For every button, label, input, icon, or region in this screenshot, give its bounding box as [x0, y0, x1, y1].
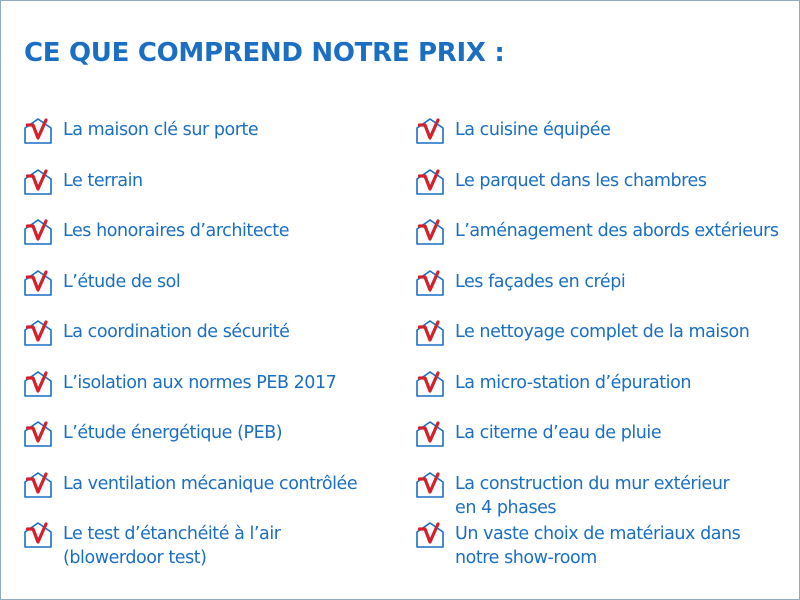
list-item: [23, 320, 393, 371]
list-item-label: La micro-station d’épuration: [455, 372, 691, 393]
house-check-icon: [415, 319, 445, 347]
list-item-label: L’aménagement des abords extérieurs: [455, 221, 779, 241]
house-check-icon: [415, 370, 445, 398]
house-check-icon: [415, 471, 445, 499]
list-item-label: Un vaste choix de matériaux dans notre show-room: [455, 524, 741, 568]
house-check-icon: [23, 218, 53, 246]
list-item: [23, 472, 393, 523]
list-item-label: Le parquet dans les chambres: [455, 170, 707, 191]
list-item: [415, 169, 795, 220]
list-item-label: La citerne d’eau de pluie: [455, 423, 662, 443]
list-item-label: Le terrain: [63, 170, 143, 191]
house-check-icon: [23, 471, 53, 499]
house-check-icon: [415, 168, 445, 196]
house-check-icon: [23, 269, 53, 297]
list-item-label: L’isolation aux normes PEB 2017: [63, 372, 337, 393]
house-check-icon: [23, 420, 53, 448]
list-item-label: La construction du mur extérieur en 4 phases: [455, 473, 730, 518]
list-item-label: La cuisine équipée: [455, 120, 611, 140]
list-item-label: Le nettoyage complet de la maison: [455, 322, 750, 342]
house-check-icon: [415, 521, 445, 549]
list-item: [415, 421, 795, 472]
list-item-label: La maison clé sur porte: [63, 120, 259, 140]
house-check-icon: [415, 117, 445, 145]
house-check-icon: [23, 117, 53, 145]
list-item-label: La coordination de sécurité: [63, 322, 290, 342]
house-check-icon: [23, 370, 53, 398]
list-item: [415, 472, 795, 523]
list-item-label: L’étude de sol: [63, 271, 181, 292]
list-item-label: Les façades en crépi: [455, 271, 626, 292]
list-item-label: La ventilation mécanique contrôlée: [63, 473, 358, 494]
list-item: [23, 169, 393, 220]
list-item: [23, 270, 393, 321]
list-item: [23, 219, 393, 270]
list-item: [23, 421, 393, 472]
list-item: [415, 270, 795, 321]
list-item: [415, 371, 795, 422]
list-item: [23, 118, 393, 169]
house-check-icon: [23, 168, 53, 196]
house-check-icon: [23, 319, 53, 347]
list-item-label: L’étude énergétique (PEB): [63, 423, 283, 443]
list-item: [415, 320, 795, 371]
house-check-icon: [415, 420, 445, 448]
page-title: CE QUE COMPREND NOTRE PRIX :: [24, 38, 505, 68]
list-item: [23, 371, 393, 422]
house-check-icon: [415, 218, 445, 246]
included-list-right: [415, 118, 795, 573]
house-check-icon: [23, 521, 53, 549]
included-list-left: [23, 118, 393, 573]
list-item-label: Le test d’étanchéité à l’air (blowerdoor test): [63, 524, 281, 568]
list-item: [415, 118, 795, 169]
list-item: [415, 522, 795, 573]
list-item: [415, 219, 795, 270]
list-item: [23, 522, 393, 573]
house-check-icon: [415, 269, 445, 297]
list-item-label: Les honoraires d’architecte: [63, 221, 290, 241]
